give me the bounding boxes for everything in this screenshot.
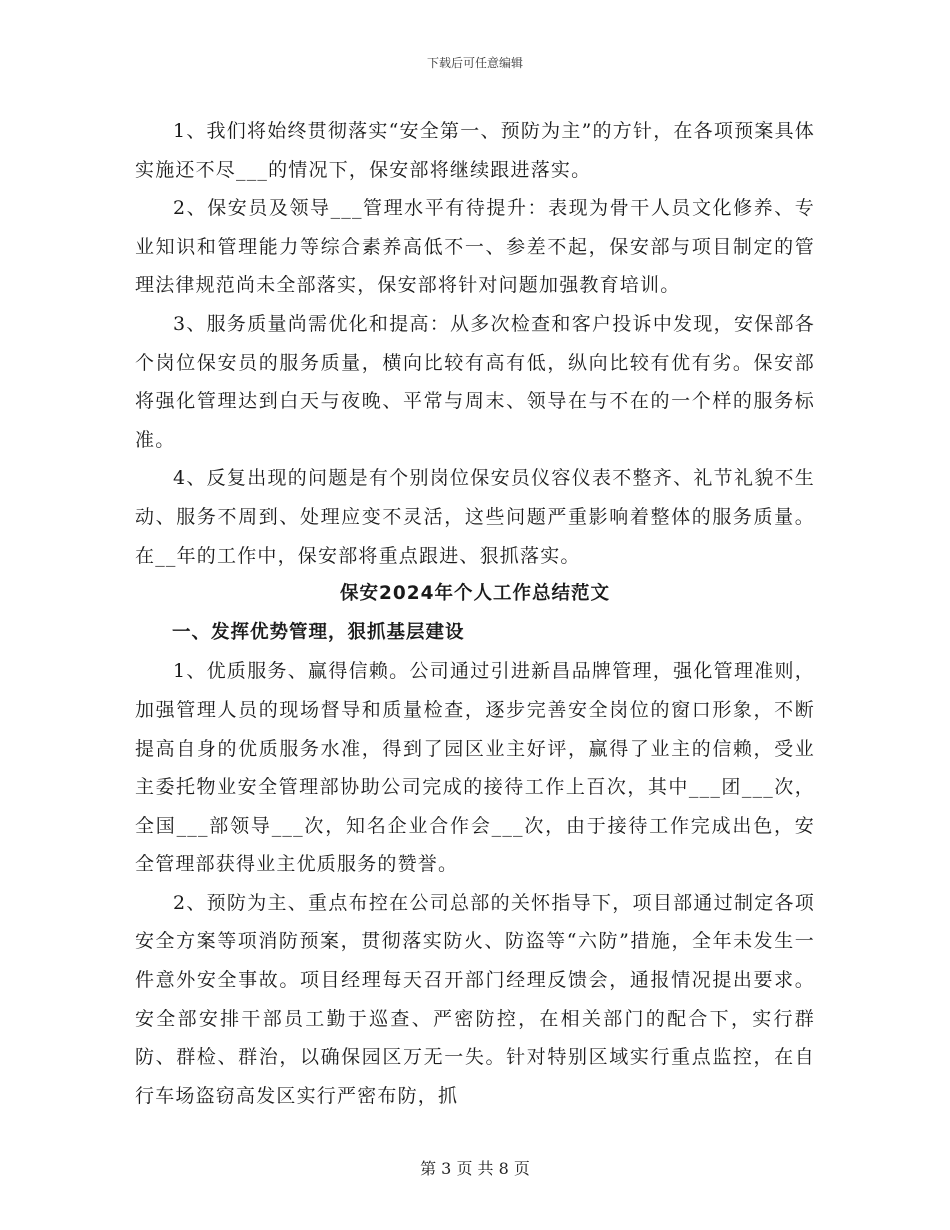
document-title: 保安2024年个人工作总结范文: [340, 583, 610, 605]
paragraph-3: 3、服务质量尚需优化和提高：从多次检查和客户投诉中发现，安保部各个岗位保安员的服务质量，横向比较有高有低，纵向比较有优有劣。保安部将强化管理达到白天与夜晚、平常与周末、领导在与不在的一个样的服务标准。: [135, 312, 815, 451]
page-number: 第 3 页 共 8 页: [420, 1159, 530, 1178]
paragraph-1: 1、我们将始终贯彻落实“安全第一、预防为主”的方针，在各项预案具体实施还不尽___的情况下，保安部将继续跟进落实。: [135, 120, 815, 181]
paragraph-2: 2、保安员及领导___管理水平有待提升：表现为骨干人员文化修养、专业知识和管理能力等综合素养高低不一、参差不起，保安部与项目制定的管理法律规范尚未全部落实，保安部将针对问题加强教育培训。: [135, 197, 815, 297]
page-header: 下载后可任意编辑: [426, 56, 523, 70]
paragraph-4: 4、反复出现的问题是有个别岗位保安员仪容仪表不整齐、礼节礼貌不生动、服务不周到、处理应变不灵活，这些问题严重影响着整体的服务质量。在__年的工作中，保安部将重点跟进、狠抓落实。: [135, 467, 815, 567]
document-body: [135, 112, 815, 1115]
section-heading: 一、发挥优势管理，狠抓基层建设: [172, 621, 465, 643]
section-paragraph-1: 1、优质服务、赢得信赖。公司通过引进新昌品牌管理，强化管理准则，加强管理人员的现场督导和质量检查，逐步完善安全岗位的窗口形象，不断提高自身的优质服务水准，得到了园区业主好评，赢得了业主的信赖，受业主委托物业安全管理部协助公司完成的接待工作上百次，其中___团___次，全国___部领导___次，知名企业合作会___次，由于接待工作完成出色，安全管理部获得业主优质服务的赞誉。: [135, 660, 815, 876]
section-paragraph-2: 2、预防为主、重点布控在公司总部的关怀指导下，项目部通过制定各项安全方案等项消防预案，贯彻落实防火、防盗等“六防”措施，全年未发生一件意外安全事故。项目经理每天召开部门经理反馈会，通报情况提出要求。安全部安排干部员工勤于巡查、严密防控，在相关部门的配合下，实行群防、群检、群治，以确保园区万无一失。针对特别区域实行重点监控，在自行车场盗窃高发区实行严密布防，抓: [135, 891, 815, 1107]
